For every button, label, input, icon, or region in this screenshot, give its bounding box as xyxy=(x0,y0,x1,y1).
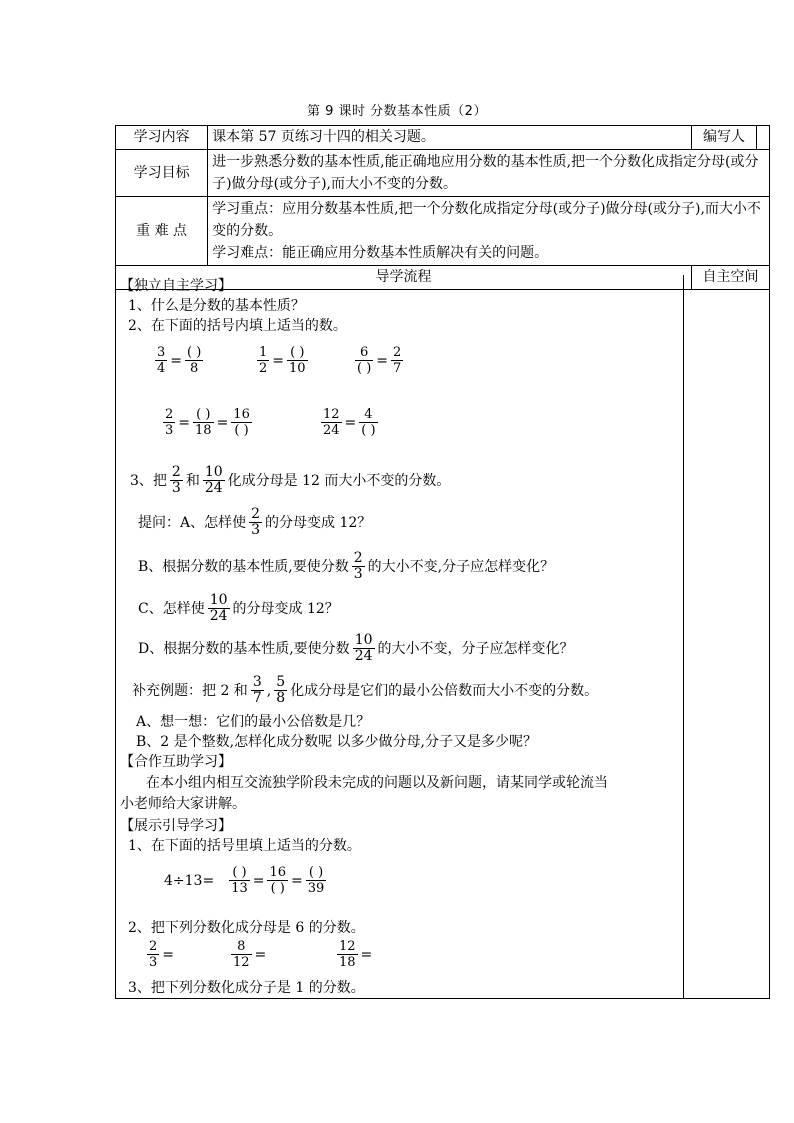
question-d: D、根据分数的基本性质,要使分数 $\frac{10}{24}$ 的大小不变，分子应怎样变化？ xyxy=(138,632,574,664)
guide-body xyxy=(115,275,770,999)
question-2: 2、在下面的括号内填上适当的数。 xyxy=(128,318,347,334)
equation-9: $\frac{12}{18}$ = xyxy=(339,939,373,970)
equation-3: $\frac{6}{( )}$ = $\frac{2}{7}$ xyxy=(357,345,402,376)
label-author: 编写人 xyxy=(692,126,757,150)
row-goal xyxy=(116,150,770,197)
equation-5: $\frac{12}{24}$ = $\frac{4}{( )}$ xyxy=(323,407,376,438)
equation-8: $\frac{8}{12}$ = xyxy=(233,939,267,970)
question-1: 1、什么是分数的基本性质？ xyxy=(128,298,305,314)
value-content: 课本第 57 页练习十四的相关习题。 xyxy=(208,126,692,150)
cooperative-text-1: 在本小组内相互交流独学阶段未完成的问题以及新问题，请某同学或轮流当 xyxy=(146,775,608,791)
equation-4: $\frac{2}{3}$ = $\frac{( )}{18}$ = $\frac{16}{( )}$ xyxy=(165,407,250,438)
practice-3: 3、把下列分数化成分子是 1 的分数。 xyxy=(128,980,365,996)
section-independent-title: 【独立自主学习】 xyxy=(120,278,232,294)
cooperative-text-2: 小老师给大家讲解。 xyxy=(120,796,246,812)
col-header-guide: 导学流程 xyxy=(116,266,692,290)
header-table xyxy=(115,125,770,290)
practice-1: 1、在下面的括号里填上适当的分数。 xyxy=(128,838,361,854)
key-point-difficulty: 学习难点：能正确应用分数基本性质解决有关的问题。 xyxy=(212,245,549,261)
question-3: 3、把 $\frac{2}{3}$ 和 $\frac{10}{24}$ 化成分母是 12 而大小不变的分数。 xyxy=(130,464,451,496)
label-content: 学习内容 xyxy=(116,126,208,150)
row-key-points xyxy=(116,197,770,266)
practice-2: 2、把下列分数化成分母是 6 的分数。 xyxy=(128,920,365,936)
equation-7: $\frac{2}{3}$ = xyxy=(149,939,175,970)
example: 补充例题：把 2 和 $\frac{3}{7}$ , $\frac{5}{8}$ 化成分母是它们的最小公倍数而大小不变的分数。 xyxy=(132,674,599,706)
question-c: C、怎样使 $\frac{10}{24}$ 的分母变成 12？ xyxy=(138,592,339,624)
example-b: B、2 是个整数,怎样化成分数呢 以多少做分母,分子又是多少呢？ xyxy=(136,734,537,750)
equation-2: $\frac{1}{2}$ = $\frac{( )}{10}$ xyxy=(259,345,306,376)
question-a: 提问：A、怎样使 $\frac{2}{3}$ 的分母变成 12？ xyxy=(138,506,372,538)
label-goal: 学习目标 xyxy=(116,150,208,197)
equation-1: $\frac{3}{4}$ = $\frac{( )}{8}$ xyxy=(157,345,202,376)
question-b: B、根据分数的基本性质,要使分数 $\frac{2}{3}$ 的大小不变,分子应怎样变化？ xyxy=(138,550,555,582)
label-key-points: 重 难 点 xyxy=(116,197,208,266)
equation-6: 4÷13= $\frac{( )}{13}$ = $\frac{16}{( )}$ = $\frac{( )}{39}$ xyxy=(164,865,325,896)
value-goal: 进一步熟悉分数的基本性质,能正确地应用分数的基本性质,把一个分数化成指定分母(或分子)做分母(或分子),而大小不变的分数。 xyxy=(208,150,770,197)
right-column-divider xyxy=(683,275,684,998)
example-a: A、想一想：它们的最小公倍数是几？ xyxy=(136,714,371,730)
col-header-space: 自主空间 xyxy=(692,266,770,290)
row-content xyxy=(116,126,770,150)
value-author xyxy=(757,126,770,150)
section-display-title: 【展示引导学习】 xyxy=(120,818,232,834)
value-key-points xyxy=(208,197,770,266)
key-point-focus: 学习重点：应用分数基本性质,把一个分数化成指定分母(或分子)做分母(或分子),而大小不变的分数。 xyxy=(212,201,761,239)
section-cooperative-title: 【合作互助学习】 xyxy=(120,754,232,770)
page-title: 第 9 课时 分数基本性质（2） xyxy=(307,104,487,119)
